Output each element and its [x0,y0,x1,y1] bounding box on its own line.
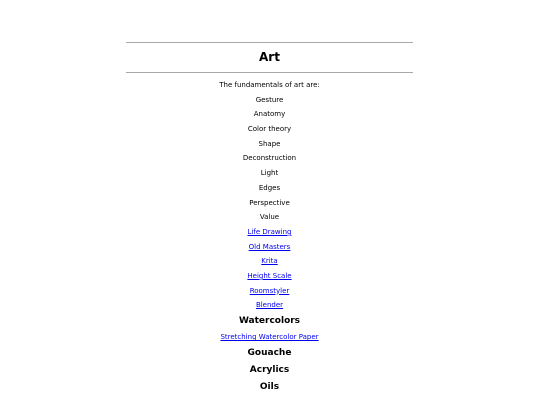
main-content [126,78,413,396]
link-life-drawing[interactable]: Life Drawing [247,227,292,236]
intro-text: The fundamentals of art are: [219,81,320,89]
fundamental-deconstruction: Deconstruction [242,154,297,163]
fundamental-gesture: Gesture [255,95,284,104]
link-old-masters[interactable]: Old Masters [248,242,291,251]
link-stretching-watercolor-paper[interactable]: Stretching Watercolor Paper [220,333,319,341]
fundamental-edges: Edges [258,183,281,192]
fundamental-value: Value [259,213,280,222]
link-roomstyler[interactable]: Roomstyler [249,286,290,295]
title-bottom-divider [126,72,413,73]
title-top-divider [126,42,413,43]
link-height-scale[interactable]: Height Scale [247,271,292,280]
heading-watercolors: Watercolors [238,316,301,326]
fundamental-shape: Shape [258,139,281,148]
fundamental-light: Light [260,169,279,178]
heading-oils: Oils [259,381,280,392]
heading-acrylics: Acrylics [249,364,290,375]
heading-gouache: Gouache [247,347,292,358]
link-blender[interactable]: Blender [255,301,284,310]
fundamental-anatomy: Anatomy [253,110,286,119]
link-krita[interactable]: Krita [261,257,278,266]
fundamental-perspective: Perspective [249,198,290,207]
fundamental-color-theory: Color theory [247,125,292,134]
page-title: Art [259,50,280,64]
